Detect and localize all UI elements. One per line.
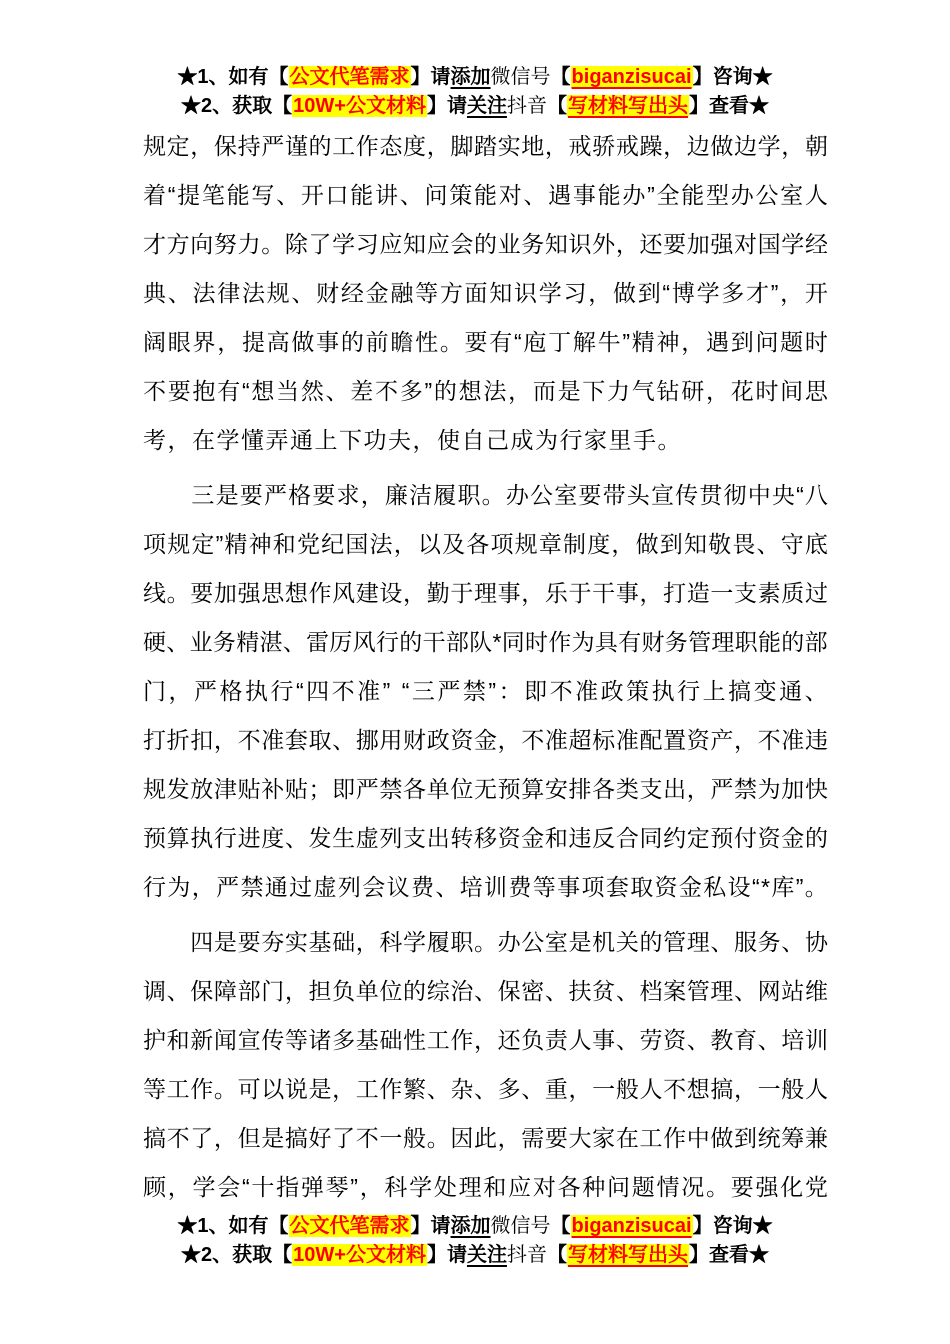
promo-platform-douyin: 抖音 [506,95,547,117]
promo-footer [0,1212,950,1270]
promo-mid: 】请 [410,1215,451,1237]
promo-footer-line-1 [0,1212,950,1241]
promo-bracket: 【 [546,95,567,117]
body-line: 才 方 向 努 力 。 除 了 学 习 应 知 应 会 的 业 务 知 识 外 ， 还 要 加 强 对 国 学 经 [143,231,828,257]
promo-prefix: ★2、获取【 [181,1244,293,1266]
promo-highlight-service: 公文代笔需求 [289,1215,410,1237]
promo-wechat-id: biganzisucai [571,66,692,88]
body-line: 搞 不 了 ， 但 是 搞 好 了 不 一 般 。 因 此 ， 需 要 大 家 在 工 作 中 做 到 统 筹 兼 [143,1125,828,1151]
promo-prefix: ★1、如有【 [177,1215,289,1237]
paragraph [143,471,828,912]
promo-suffix: 】查看★ [688,95,769,117]
body-line: 门 ， 严 格 执 行 “ 四 不 准 ” “ 三 严 禁 ” ： 即 不 准 政 策 执 行 上 搞 变 通 、 [143,678,828,704]
body-line: 顾 ， 学 会 “ 十 指 弹 琴 ” ， 科 学 处 理 和 应 对 各 种 问 题 情 况 。 要 强 化 党 [143,1174,828,1200]
body-line: 阔 眼 界 ， 提 高 做 事 的 前 瞻 性 。 要 有 “ 庖 丁 解 牛 ” 精 神 ， 遇 到 问 题 时 [143,329,828,355]
body-line: 线 。 要 加 强 思 想 作 风 建 设 ， 勤 于 理 事 ， 乐 于 干 事 ， 打 造 一 支 素 质 过 [143,580,828,606]
promo-suffix: 】咨询★ [692,1215,773,1237]
promo-prefix: ★1、如有【 [177,66,289,88]
promo-header [0,63,950,121]
promo-douyin-account: 写材料写出头 [567,1244,688,1266]
body-line: 护 和 新 闻 宣 传 等 诸 多 基 础 性 工 作 ， 还 负 责 人 事 、 劳 资 、 教 育 、 培 训 [143,1027,828,1053]
promo-action-add: 添加 [450,1215,491,1237]
body-line: 不 要 抱 有 “ 想 当 然 、 差 不 多 ” 的 想 法 ， 而 是 下 力 气 钻 研 ， 花 时 间 思 [143,378,828,404]
promo-platform-wechat: 微信号 [490,66,551,88]
document-body [143,122,828,1212]
promo-bracket: 【 [550,1215,571,1237]
promo-platform-douyin: 抖音 [506,1244,547,1266]
body-line: 三 是 要 严 格 要 求 ， 廉 洁 履 职 。 办 公 室 要 带 头 宣 传 贯 彻 中 央 “ 八 [191,482,828,508]
promo-header-line-1 [0,63,950,92]
body-line: 行 为 ， 严 禁 通 过 虚 列 会 议 费 、 培 训 费 等 事 项 套 取 资 金 私 设 “ * 库 ” 。 [143,874,828,900]
promo-footer-line-2 [0,1241,950,1270]
promo-platform-wechat: 微信号 [490,1215,551,1237]
promo-wechat-id: biganzisucai [571,1215,692,1237]
promo-highlight-materials: 10W+公文材料 [293,1244,426,1266]
promo-header-line-2 [0,92,950,121]
body-line: 硬 、 业 务 精 湛 、 雷 厉 风 行 的 干 部 队 * 同 时 作 为 具 有 财 务 管 理 职 能 的 部 [143,629,828,655]
promo-bracket: 【 [550,66,571,88]
body-line: 规 定 ， 保 持 严 谨 的 工 作 态 度 ， 脚 踏 实 地 ， 戒 骄 戒 躁 ， 边 做 边 学 ， 朝 [143,133,828,159]
promo-highlight-materials: 10W+公文材料 [293,95,426,117]
promo-prefix: ★2、获取【 [181,95,293,117]
body-line: 调 、 保 障 部 门 ， 担 负 单 位 的 综 治 、 保 密 、 扶 贫 、 档 案 管 理 、 网 站 维 [143,978,828,1004]
promo-suffix: 】查看★ [688,1244,769,1266]
body-line: 项 规 定 ” 精 神 和 党 纪 国 法 ， 以 及 各 项 规 章 制 度 ， 做 到 知 敬 畏 、 守 底 [143,531,828,557]
body-line: 着 “ 提 笔 能 写 、 开 口 能 讲 、 问 策 能 对 、 遇 事 能 办 ” 全 能 型 办 公 室 人 [143,182,828,208]
promo-action-add: 添加 [450,66,491,88]
paragraph [143,122,828,465]
body-line: 典 、 法 律 法 规 、 财 经 金 融 等 方 面 知 识 学 习 ， 做 到 “ 博 学 多 才 ” ， 开 [143,280,828,306]
promo-action-follow: 关注 [466,1244,507,1266]
paragraph [143,918,828,1212]
body-line: 规 发 放 津 贴 补 贴 ； 即 严 禁 各 单 位 无 预 算 安 排 各 类 支 出 ， 严 禁 为 加 快 [143,776,828,802]
promo-douyin-account: 写材料写出头 [567,95,688,117]
promo-mid: 】请 [410,66,451,88]
promo-mid: 】请 [426,1244,467,1266]
body-line: 预 算 执 行 进 度 、 发 生 虚 列 支 出 转 移 资 金 和 违 反 合 同 约 定 预 付 资 金 的 [143,825,828,851]
body-line: 四 是 要 夯 实 基 础 ， 科 学 履 职 。 办 公 室 是 机 关 的 管 理 、 服 务 、 协 [190,929,828,955]
body-line: 等 工 作 。 可 以 说 是 ， 工 作 繁 、 杂 、 多 、 重 ， 一 般 人 不 想 搞 ， 一 般 人 [143,1076,828,1102]
promo-highlight-service: 公文代笔需求 [289,66,410,88]
body-line: 打 折 扣 ， 不 准 套 取 、 挪 用 财 政 资 金 ， 不 准 超 标 准 配 置 资 产 ， 不 准 违 [143,727,828,753]
promo-action-follow: 关注 [466,95,507,117]
promo-mid: 】请 [426,95,467,117]
body-line: 考，在学懂弄通上下功夫，使自己成为行家里手。 [143,427,682,453]
promo-suffix: 】咨询★ [692,66,773,88]
promo-bracket: 【 [546,1244,567,1266]
